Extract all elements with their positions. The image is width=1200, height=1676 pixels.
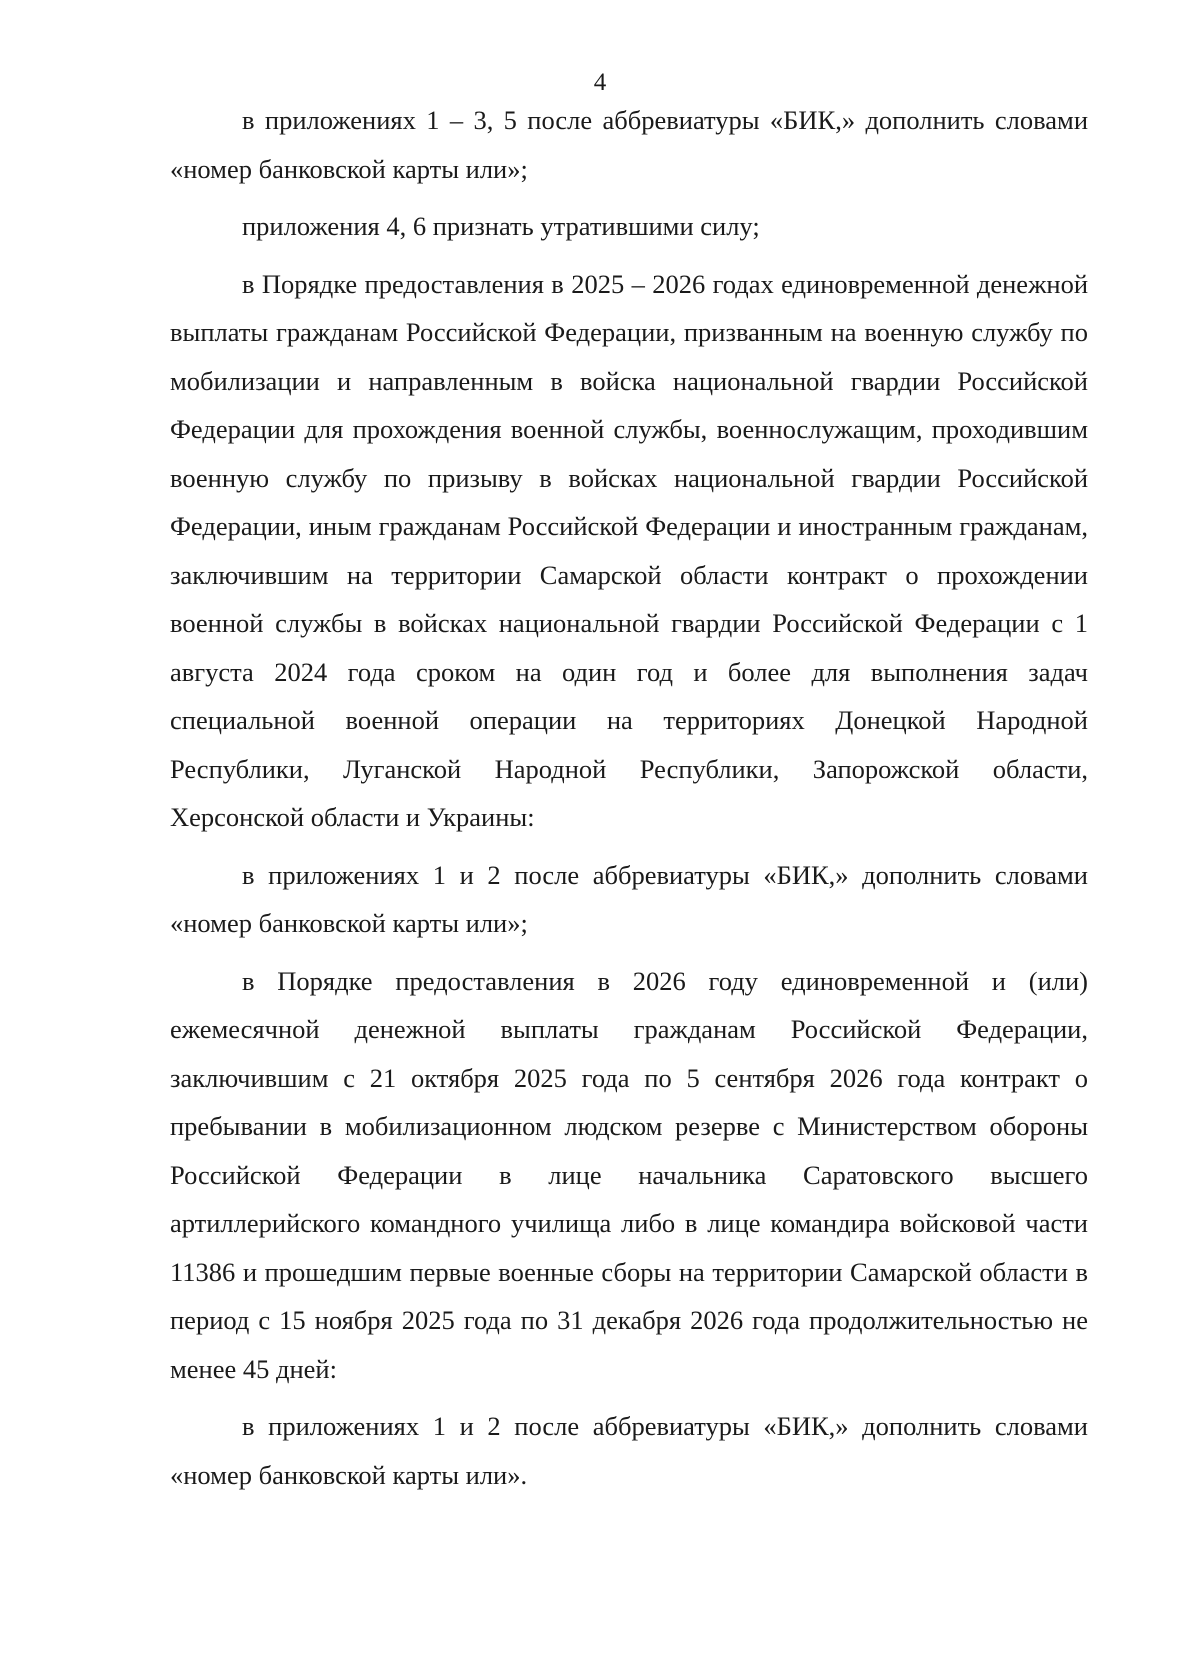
paragraph-appendices-1-2-first: в приложениях 1 и 2 после аббревиатуры «БИК,» дополнить словами «номер банковской карты или»; bbox=[170, 859, 1088, 938]
paragraph-procedure-2025-2026: в Порядке предоставления в 2025 – 2026 годах единовременной денежной выплаты гражданам Российской Федерации, призванным на военную службу по мобилизации и направленным в войска национальной гвардии Российской Федерации для прохождения военной службы, военнослужащим, проходившим военную службу по призыву в войсках национальной гвардии Российской Федерации, иным гражданам Российской Федерации и иностранным гражданам, заключившим на территории Самарской области контракт о прохождении военной службы в войсках национальной гвардии Российской Федерации с 1 августа 2024 года сроком на один год и более для выполнения задач специальной военной операции на территориях Донецкой Народной Республики, Луганской Народной Республики, Запорожской области, Херсонской области и Украины: bbox=[170, 268, 1088, 832]
document-body bbox=[170, 96, 1088, 1499]
paragraph-appendices-4-6-void: приложения 4, 6 признать утратившими силу; bbox=[242, 211, 760, 241]
paragraph-appendices-1-3-5: в приложениях 1 – 3, 5 после аббревиатуры «БИК,» дополнить словами «номер банковской карты или»; bbox=[170, 105, 1088, 184]
paragraph-procedure-2026: в Порядке предоставления в 2026 году единовременной и (или) ежемесячной денежной выплаты гражданам Российской Федерации, заключившим с 21 октября 2025 года по 5 сентября 2026 года контракт о пребывании в мобилизационном людском резерве с Министерством обороны Российской Федерации в лице начальника Саратовского высшего артиллерийского командного училища либо в лице командира войсковой части 11386 и прошедшим первые военные сборы на территории Самарской области в период с 15 ноября 2025 года по 31 декабря 2026 года продолжительностью не менее 45 дней: bbox=[170, 965, 1088, 1384]
paragraph-appendices-1-2-second: в приложениях 1 и 2 после аббревиатуры «БИК,» дополнить словами «номер банковской карты или». bbox=[170, 1411, 1088, 1490]
page-number: 4 bbox=[593, 69, 607, 96]
